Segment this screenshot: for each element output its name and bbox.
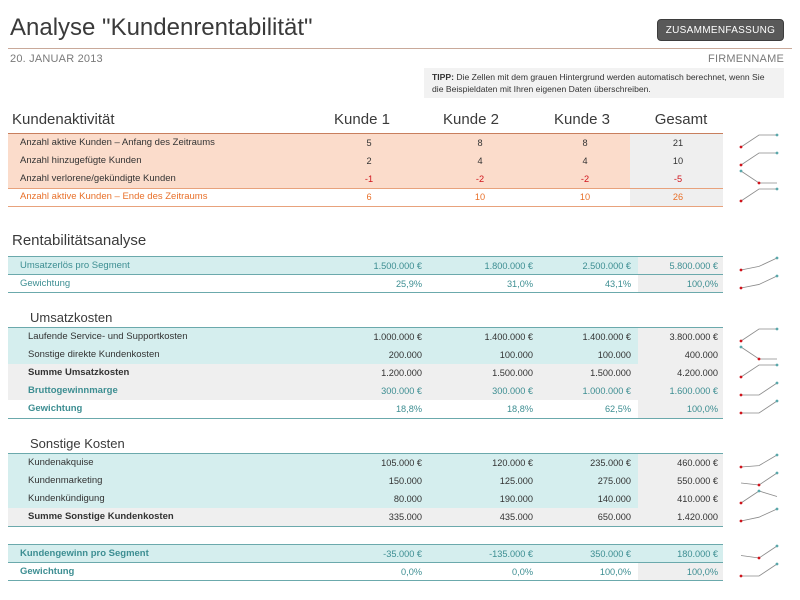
report-date[interactable]: 20. JANUAR 2013	[10, 53, 103, 65]
sparkline-high-point	[776, 508, 779, 511]
sparkline-low-point	[740, 466, 743, 469]
sparkline-path	[741, 329, 777, 341]
cell-kunde-2[interactable]: 4	[477, 156, 483, 166]
cell-kunde-3[interactable]: 235.000 €	[590, 458, 631, 468]
row-label: Umsatzerlös pro Segment	[20, 260, 130, 271]
sparkline-high-point	[776, 257, 779, 260]
sparkline-high-point	[776, 275, 779, 278]
cell-gesamt: 100,0%	[686, 404, 718, 414]
activity-section-title: Kundenaktivität	[12, 111, 115, 128]
cost-of-sales-title: Umsatzkosten	[30, 310, 113, 325]
sparkline-high-point	[740, 170, 743, 173]
sparkline	[738, 488, 780, 506]
sparkline-high-point	[776, 472, 779, 475]
other-costs-title: Sonstige Kosten	[30, 436, 125, 451]
sparkline-high-point	[776, 545, 779, 548]
cell-kunde-3[interactable]: 43,1%	[604, 279, 631, 289]
sparkline	[738, 168, 780, 186]
sparkline-low-point	[758, 557, 761, 560]
sparkline-high-point	[776, 328, 779, 331]
row-label: Anzahl aktive Kunden – Anfang des Zeitraums	[20, 137, 215, 148]
sparkline-path	[741, 546, 777, 558]
cell-gesamt: 21	[672, 138, 684, 148]
cell-gesamt: 180.000 €	[677, 549, 718, 559]
cell-kunde-1[interactable]: 1.000.000 €	[373, 332, 422, 342]
column-header-kunde-1: Kunde 1	[334, 111, 390, 128]
cell-kunde-3[interactable]: 62,5%	[604, 404, 631, 414]
cell-kunde-2[interactable]: 435.000	[499, 512, 533, 522]
summary-button[interactable]: ZUSAMMENFASSUNG	[657, 19, 784, 41]
cell-kunde-1[interactable]: 80.000	[393, 494, 422, 504]
row-label: Bruttogewinnmarge	[28, 385, 118, 396]
cell-kunde-1[interactable]: 105.000 €	[381, 458, 422, 468]
cell-gesamt: 410.000 €	[677, 494, 718, 504]
sparkline-high-point	[776, 400, 779, 403]
row-label: Anzahl aktive Kunden – Ende des Zeitraums	[20, 191, 208, 202]
sparkline-high-point	[776, 454, 779, 457]
cell-kunde-2[interactable]: 18,8%	[506, 404, 533, 414]
cos-bottom-rule	[8, 418, 723, 419]
sparkline-low-point	[740, 412, 743, 415]
sparkline-low-point	[740, 575, 743, 578]
cell-kunde-3[interactable]: 2.500.000 €	[582, 261, 631, 271]
cell-gesamt: 10	[672, 156, 684, 166]
row-label: Anzahl verlorene/gekündigte Kunden	[20, 173, 176, 184]
sparkline	[738, 132, 780, 150]
tip-label: TIPP:	[432, 72, 454, 82]
cell-kunde-3[interactable]: 8	[582, 138, 588, 148]
sparkline-high-point	[776, 382, 779, 385]
cell-gesamt: 4.200.000	[677, 368, 718, 378]
sparkline	[738, 326, 780, 344]
cell-kunde-3[interactable]: 350.000 €	[590, 549, 631, 559]
cell-kunde-1[interactable]: 150.000	[388, 476, 422, 486]
title-divider	[8, 48, 792, 49]
sparkline-high-point	[776, 563, 779, 566]
sparkline-path	[741, 564, 777, 576]
cell-gesamt: 400.000	[684, 350, 718, 360]
cost-of-sales-row	[8, 400, 723, 418]
row-label: Kundenakquise	[28, 457, 94, 468]
cost-of-sales-row	[8, 382, 723, 400]
sparkline	[738, 362, 780, 380]
cost-of-sales-row	[8, 364, 723, 382]
cell-gesamt: 1.420.000	[677, 512, 718, 522]
sparkline-high-point	[776, 152, 779, 155]
sparkline	[738, 150, 780, 168]
cell-kunde-3[interactable]: 1.400.000 €	[582, 332, 631, 342]
row-label: Summe Sonstige Kundenkosten	[28, 511, 174, 522]
sparkline-path	[741, 455, 777, 467]
activity-bottom-rule	[8, 206, 723, 207]
cell-kunde-1[interactable]: 18,8%	[395, 404, 422, 414]
sparkline-high-point	[758, 490, 761, 493]
activity-row	[8, 152, 723, 170]
segment-weight-row	[8, 563, 723, 581]
cell-kunde-2[interactable]: 10	[474, 192, 486, 202]
cell-kunde-1[interactable]: 1.200.000	[381, 368, 422, 378]
sparkline-low-point	[740, 200, 743, 203]
sparkline-path	[741, 171, 777, 183]
cell-kunde-2[interactable]: -135.000 €	[489, 549, 533, 559]
cell-kunde-3[interactable]: 100,0%	[599, 567, 631, 577]
sparkline-low-point	[758, 484, 761, 487]
sparkline	[738, 470, 780, 488]
company-name[interactable]: FIRMENNAME	[708, 53, 784, 65]
cell-kunde-1[interactable]: 5	[366, 138, 372, 148]
sparkline	[738, 273, 780, 291]
cell-gesamt: 460.000 €	[677, 458, 718, 468]
cell-gesamt: 100,0%	[686, 567, 718, 577]
cell-kunde-2[interactable]: 190.000	[499, 494, 533, 504]
sparkline	[738, 561, 780, 579]
cell-gesamt: -5	[673, 174, 683, 184]
sparkline	[738, 452, 780, 470]
sparkline-low-point	[758, 182, 761, 185]
cell-kunde-3[interactable]: -2	[580, 174, 590, 184]
sparkline	[738, 380, 780, 398]
column-header-kunde-3: Kunde 3	[554, 111, 610, 128]
sparkline-low-point	[740, 340, 743, 343]
cell-kunde-1[interactable]: 335.000	[388, 512, 422, 522]
page-title: Analyse "Kundenrentabilität"	[10, 14, 313, 41]
cell-kunde-2[interactable]: 120.000 €	[492, 458, 533, 468]
profit-bottom-rule	[8, 292, 723, 293]
activity-row	[8, 170, 723, 188]
row-label: Sonstige direkte Kundenkosten	[28, 349, 160, 360]
row-label: Gewichtung	[20, 566, 75, 577]
cell-kunde-3[interactable]: 100.000	[597, 350, 631, 360]
activity-divider	[8, 188, 723, 189]
cell-gesamt: 1.600.000 €	[669, 386, 718, 396]
cell-kunde-1[interactable]: -35.000 €	[383, 549, 422, 559]
activity-row	[8, 134, 723, 152]
row-label: Gewichtung	[28, 403, 83, 414]
sparkline-path	[741, 276, 777, 288]
sparkline-low-point	[740, 376, 743, 379]
cell-kunde-3[interactable]: 1.000.000 €	[582, 386, 631, 396]
cell-kunde-2[interactable]: 300.000 €	[492, 386, 533, 396]
cell-kunde-3[interactable]: 1.500.000	[590, 368, 631, 378]
row-label: Kundenmarketing	[28, 475, 103, 486]
cell-kunde-2[interactable]: 1.800.000 €	[484, 261, 533, 271]
sparkline-low-point	[740, 146, 743, 149]
tip-text: Die Zellen mit dem grauen Hintergrund werden automatisch berechnet, wenn Sie die Beispieldaten mit Ihren eigenen Daten überschreiben.	[432, 72, 765, 94]
cost-of-sales-row	[8, 346, 723, 364]
sparkline-high-point	[740, 346, 743, 349]
sparkline-path	[741, 258, 777, 270]
sparkline-low-point	[740, 269, 743, 272]
sparkline-path	[741, 135, 777, 147]
cell-kunde-1[interactable]: 0,0%	[401, 567, 422, 577]
sparkline-low-point	[758, 358, 761, 361]
cell-kunde-3[interactable]: 10	[579, 192, 591, 202]
cost-of-sales-row	[8, 328, 723, 346]
cell-gesamt: 550.000 €	[677, 476, 718, 486]
segment-bottom-rule	[8, 580, 723, 581]
other-costs-row	[8, 490, 723, 508]
sparkline-high-point	[776, 134, 779, 137]
sparkline-low-point	[740, 287, 743, 290]
sparkline	[738, 255, 780, 273]
cell-kunde-1[interactable]: 6	[366, 192, 372, 202]
column-header-gesamt: Gesamt	[654, 111, 708, 128]
activity-row	[8, 188, 723, 206]
sparkline	[738, 398, 780, 416]
cell-gesamt: 3.800.000 €	[669, 332, 718, 342]
other-costs-row	[8, 454, 723, 472]
sparkline-path	[741, 509, 777, 521]
sparkline-path	[741, 401, 777, 413]
row-label: Laufende Service- und Supportkosten	[28, 331, 188, 342]
sparkline	[738, 186, 780, 204]
cell-kunde-2[interactable]: 31,0%	[506, 279, 533, 289]
row-label: Kundenkündigung	[28, 493, 105, 504]
sparkline-low-point	[740, 394, 743, 397]
cell-gesamt: 5.800.000 €	[669, 261, 718, 271]
sparkline-path	[741, 153, 777, 165]
cell-kunde-3[interactable]: 650.000	[597, 512, 631, 522]
sparkline-path	[741, 365, 777, 377]
sparkline-low-point	[740, 164, 743, 167]
row-label: Anzahl hinzugefügte Kunden	[20, 155, 142, 166]
cell-kunde-2[interactable]: 100.000	[499, 350, 533, 360]
sparkline-low-point	[740, 502, 743, 505]
profit-section-title: Rentabilitätsanalyse	[12, 232, 147, 249]
cell-kunde-2[interactable]: -2	[475, 174, 485, 184]
row-label: Gewichtung	[20, 278, 71, 289]
cell-gesamt: 26	[672, 192, 684, 202]
sparkline-path	[741, 491, 777, 503]
sparkline-high-point	[776, 188, 779, 191]
cell-kunde-1[interactable]: 1.500.000 €	[373, 261, 422, 271]
sparkline-path	[741, 189, 777, 201]
cell-kunde-2[interactable]: 1.500.000	[492, 368, 533, 378]
segment-profit-row	[8, 545, 723, 563]
sparkline	[738, 506, 780, 524]
sparkline-path	[741, 383, 777, 395]
sparkline-path	[741, 473, 777, 485]
column-header-kunde-2: Kunde 2	[443, 111, 499, 128]
cell-kunde-2[interactable]: 1.400.000 €	[484, 332, 533, 342]
profit-row	[8, 257, 723, 275]
row-label: Summe Umsatzkosten	[28, 367, 130, 378]
cell-kunde-1[interactable]: 25,9%	[395, 279, 422, 289]
profit-divider	[8, 274, 723, 275]
cell-kunde-3[interactable]: 4	[582, 156, 588, 166]
cell-kunde-2[interactable]: 125.000	[499, 476, 533, 486]
tip-box	[424, 68, 784, 98]
sparkline	[738, 344, 780, 362]
sparkline-path	[741, 347, 777, 359]
cell-kunde-1[interactable]: 2	[366, 156, 372, 166]
cell-kunde-3[interactable]: 275.000	[597, 476, 631, 486]
cell-kunde-1[interactable]: -1	[364, 174, 374, 184]
cell-kunde-2[interactable]: 0,0%	[512, 567, 533, 577]
segment-divider	[8, 562, 723, 563]
row-label: Kundengewinn pro Segment	[20, 548, 149, 559]
cell-gesamt: 100,0%	[686, 279, 718, 289]
cell-kunde-3[interactable]: 140.000	[597, 494, 631, 504]
other-bottom-rule	[8, 526, 723, 527]
sparkline-high-point	[776, 364, 779, 367]
cell-kunde-1[interactable]: 300.000 €	[381, 386, 422, 396]
profit-row	[8, 275, 723, 293]
other-costs-row	[8, 508, 723, 526]
cell-kunde-2[interactable]: 8	[477, 138, 483, 148]
other-costs-row	[8, 472, 723, 490]
sparkline-low-point	[740, 520, 743, 523]
cell-kunde-1[interactable]: 200.000	[388, 350, 422, 360]
sparkline	[738, 543, 780, 561]
